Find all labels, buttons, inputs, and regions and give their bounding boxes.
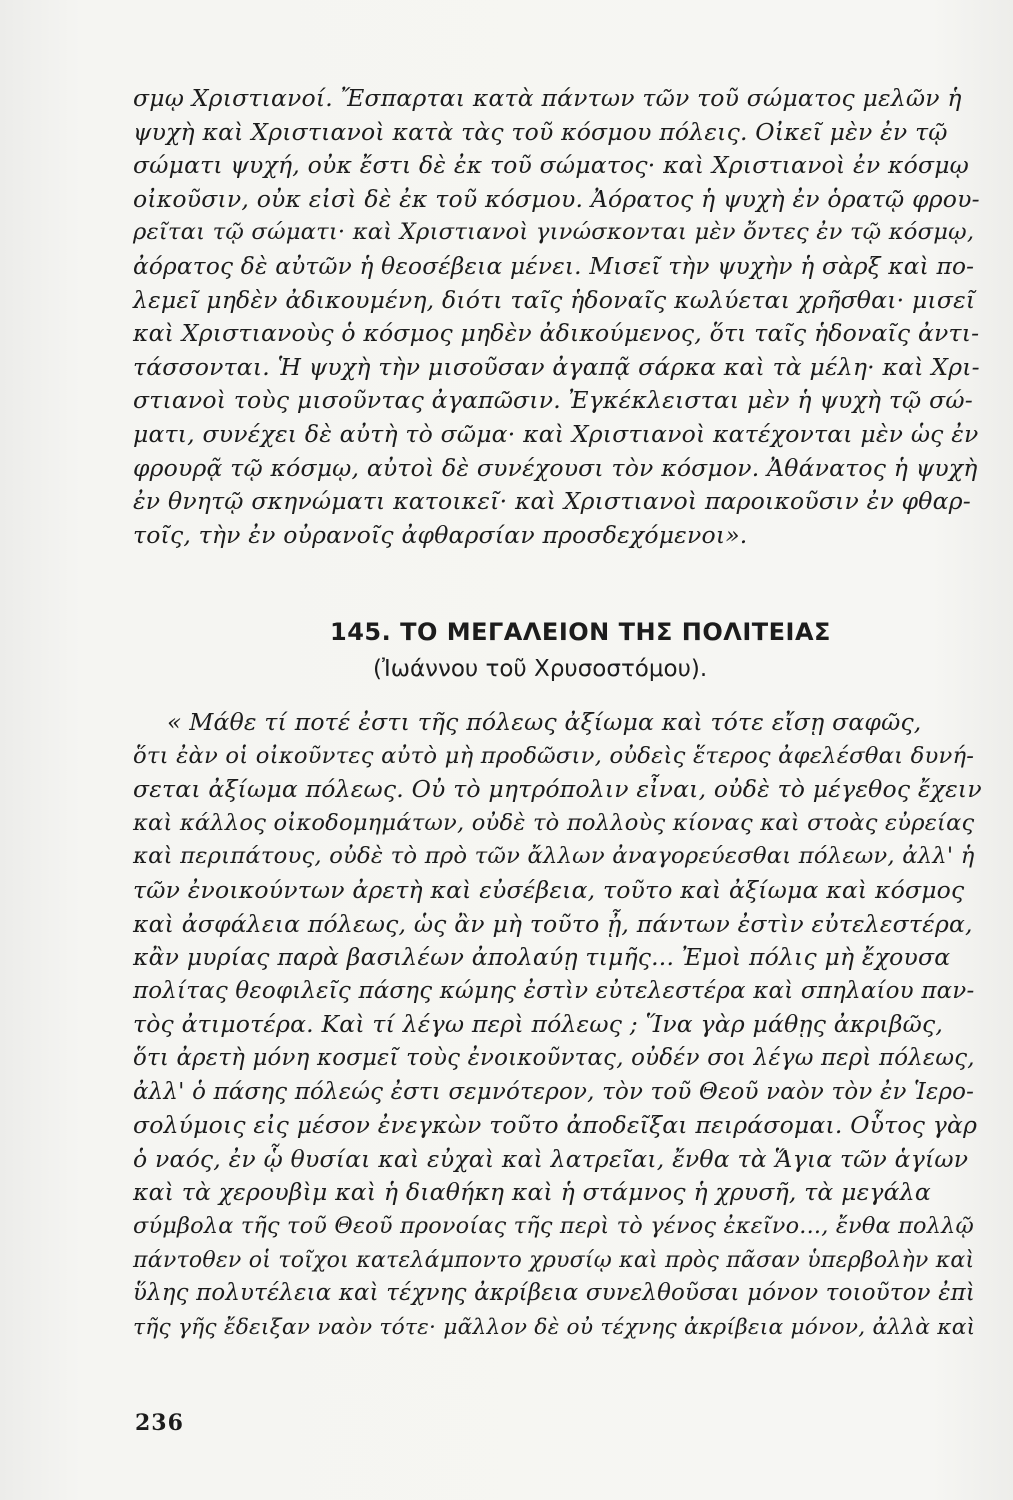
text-line: ἀλλ' ὁ πάσης πόλεώς ἐστι σεμνότερον, τὸν τοῦ Θεοῦ ναὸν τὸν ἐν Ἱερο- [133, 1078, 975, 1105]
text-line: ματι, συνέχει δὲ αὐτὴ τὸ σῶμα· καὶ Χριστιανοὶ κατέχονται μὲν ὡς ἐν [133, 419, 979, 448]
section-title: 145. ΤΟ ΜΕΓΑΛΕΙΟΝ ΤΗΣ ΠΟΛΙΤΕΙΑΣ [330, 618, 831, 646]
text-line: ὅτι ἀρετὴ μόνη κοσμεῖ τοὺς ἐνοικοῦντας, οὐδέν σοι λέγω περὶ πόλεως, [133, 1044, 975, 1071]
text-line: ψυχὴ καὶ Χριστιανοὶ κατὰ τὰς τοῦ κόσμου πόλεις. Οἰκεῖ μὲν ἐν τῷ [133, 117, 948, 146]
text-line: σμῳ Χριστιανοί. Ἔσπαρται κατὰ πάντων τῶν τοῦ σώματος μελῶν ἡ [133, 84, 962, 112]
text-line: καὶ ἀσφάλεια πόλεως, ὡς ἂν μὴ τοῦτο ᾖ, πάντων ἐστὶν εὐτελεστέρα, [133, 909, 973, 938]
text-line: ὅτι ἐὰν οἱ οἰκοῦντες αὐτὸ μὴ προδῶσιν, οὐδεὶς ἕτερος ἀφελέσθαι δυνή- [133, 742, 975, 769]
text-line: σολύμοις εἰς μέσον ἐνεγκὼν τοῦτο ἀποδεῖξαι πειράσομαι. Οὗτος γὰρ [133, 1111, 978, 1140]
text-line: ὁ ναός, ἐν ᾧ θυσίαι καὶ εὐχαὶ καὶ λατρεῖαι, ἔνθα τὰ Ἅγια τῶν ἁγίων [133, 1144, 969, 1173]
page-number: 236 [135, 1410, 184, 1436]
text-line: οἰκοῦσιν, οὐκ εἰσὶ δὲ ἐκ τοῦ κόσμου. Ἀόρατος ἡ ψυχὴ ἐν ὁρατῷ φρου- [133, 184, 980, 213]
text-line: καὶ τὰ χερουβὶμ καὶ ἡ διαθήκη καὶ ἡ στάμνος ἡ χρυσῆ, τὰ μεγάλα [133, 1178, 931, 1207]
text-line: πάντοθεν οἱ τοῖχοι κατελάμποντο χρυσίῳ καὶ πρὸς πᾶσαν ὑπερβολὴν καὶ [133, 1246, 975, 1273]
text-line: τῆς γῆς ἔδειξαν ναὸν τότε· μᾶλλον δὲ οὐ τέχνης ἀκρίβεια μόνον, ἀλλὰ καὶ [133, 1314, 976, 1340]
text-line: τοῖς, τὴν ἐν οὐρανοῖς ἀφθαρσίαν προσδεχόμενοι». [133, 520, 748, 549]
text-line: καὶ κάλλος οἰκοδομημάτων, οὐδὲ τὸ πολλοὺς κίονας καὶ στοὰς εὐρείας [133, 809, 975, 836]
text-line: κἂν μυρίας παρὰ βασιλέων ἀπολαύῃ τιμῆς... Ἐμοὶ πόλις μὴ ἔχουσα [133, 943, 951, 972]
text-line: σώματι ψυχή, οὐκ ἔστι δὲ ἐκ τοῦ σώματος· καὶ Χριστιανοὶ ἐν κόσμῳ [133, 151, 970, 180]
text-line: ρεῖται τῷ σώματι· καὶ Χριστιανοὶ γινώσκονται μὲν ὄντες ἐν τῷ κόσμῳ, [133, 219, 975, 246]
text-line: στιανοὶ τοὺς μισοῦντας ἀγαπῶσιν. Ἐγκέκλεισται μὲν ἡ ψυχὴ τῷ σώ- [133, 386, 973, 415]
text-line: τῶν ἐνοικούντων ἀρετὴ καὶ εὐσέβεια, τοῦτο καὶ ἀξίωμα καὶ κόσμος [133, 875, 965, 904]
text-line: φρουρᾷ τῷ κόσμῳ, αὐτοὶ δὲ συνέχουσι τὸν κόσμον. Ἀθάνατος ἡ ψυχὴ [133, 453, 978, 482]
text-line: ἀόρατος δὲ αὐτῶν ἡ θεοσέβεια μένει. Μισεῖ τὴν ψυχὴν ἡ σὰρξ καὶ πο- [133, 252, 975, 280]
bottom-paragraph [133, 706, 983, 1344]
text-line: τὸς ἀτιμοτέρα. Καὶ τί λέγω περὶ πόλεως ; Ἵνα γὰρ μάθῃς ἀκριβῶς, [133, 1010, 944, 1039]
text-line: τάσσονται. Ἡ ψυχὴ τὴν μισοῦσαν ἀγαπᾷ σάρκα καὶ τὰ μέλη· καὶ Χρι- [133, 352, 980, 381]
text-line: ἐν θνητῷ σκηνώματι κατοικεῖ· καὶ Χριστιανοὶ παροικοῦσιν ἐν φθαρ- [133, 487, 971, 516]
text-line: « Μάθε τί ποτέ ἐστι τῆς πόλεως ἀξίωμα καὶ τότε εἴσῃ σαφῶς, [167, 708, 922, 736]
text-line: ὕλης πολυτέλεια καὶ τέχνης ἀκρίβεια συνελθοῦσαι μόνον τοιοῦτον ἐπὶ [133, 1280, 976, 1307]
top-paragraph [133, 82, 983, 552]
text-line: σύμβολα τῆς τοῦ Θεοῦ προνοίας τῆς περὶ τὸ γένος ἐκεῖνο..., ἔνθα πολλῷ [133, 1212, 974, 1239]
text-line: καὶ Χριστιανοὺς ὁ κόσμος μηδὲν ἀδικούμενος, ὅτι ταῖς ἡδοναῖς ἀντι- [133, 319, 980, 348]
text-line: πολίτας θεοφιλεῖς πάσης κώμης ἐστὶν εὐτελεστέρα καὶ σπηλαίου παν- [133, 977, 975, 1004]
text-line: σεται ἀξίωμα πόλεως. Οὐ τὸ μητρόπολιν εἶναι, οὐδὲ τὸ μέγεθος ἔχειν [133, 775, 982, 804]
section-subtitle: (Ἰωάννου τοῦ Χρυσοστόμου). [373, 656, 708, 682]
text-line: λεμεῖ μηδὲν ἀδικουμένη, διότι ταῖς ἡδοναῖς κωλύεται χρῆσθαι· μισεῖ [133, 285, 976, 314]
text-line: καὶ περιπάτους, οὐδὲ τὸ πρὸ τῶν ἄλλων ἀναγορεύεσθαι πόλεων, ἀλλ' ἡ [133, 843, 975, 870]
